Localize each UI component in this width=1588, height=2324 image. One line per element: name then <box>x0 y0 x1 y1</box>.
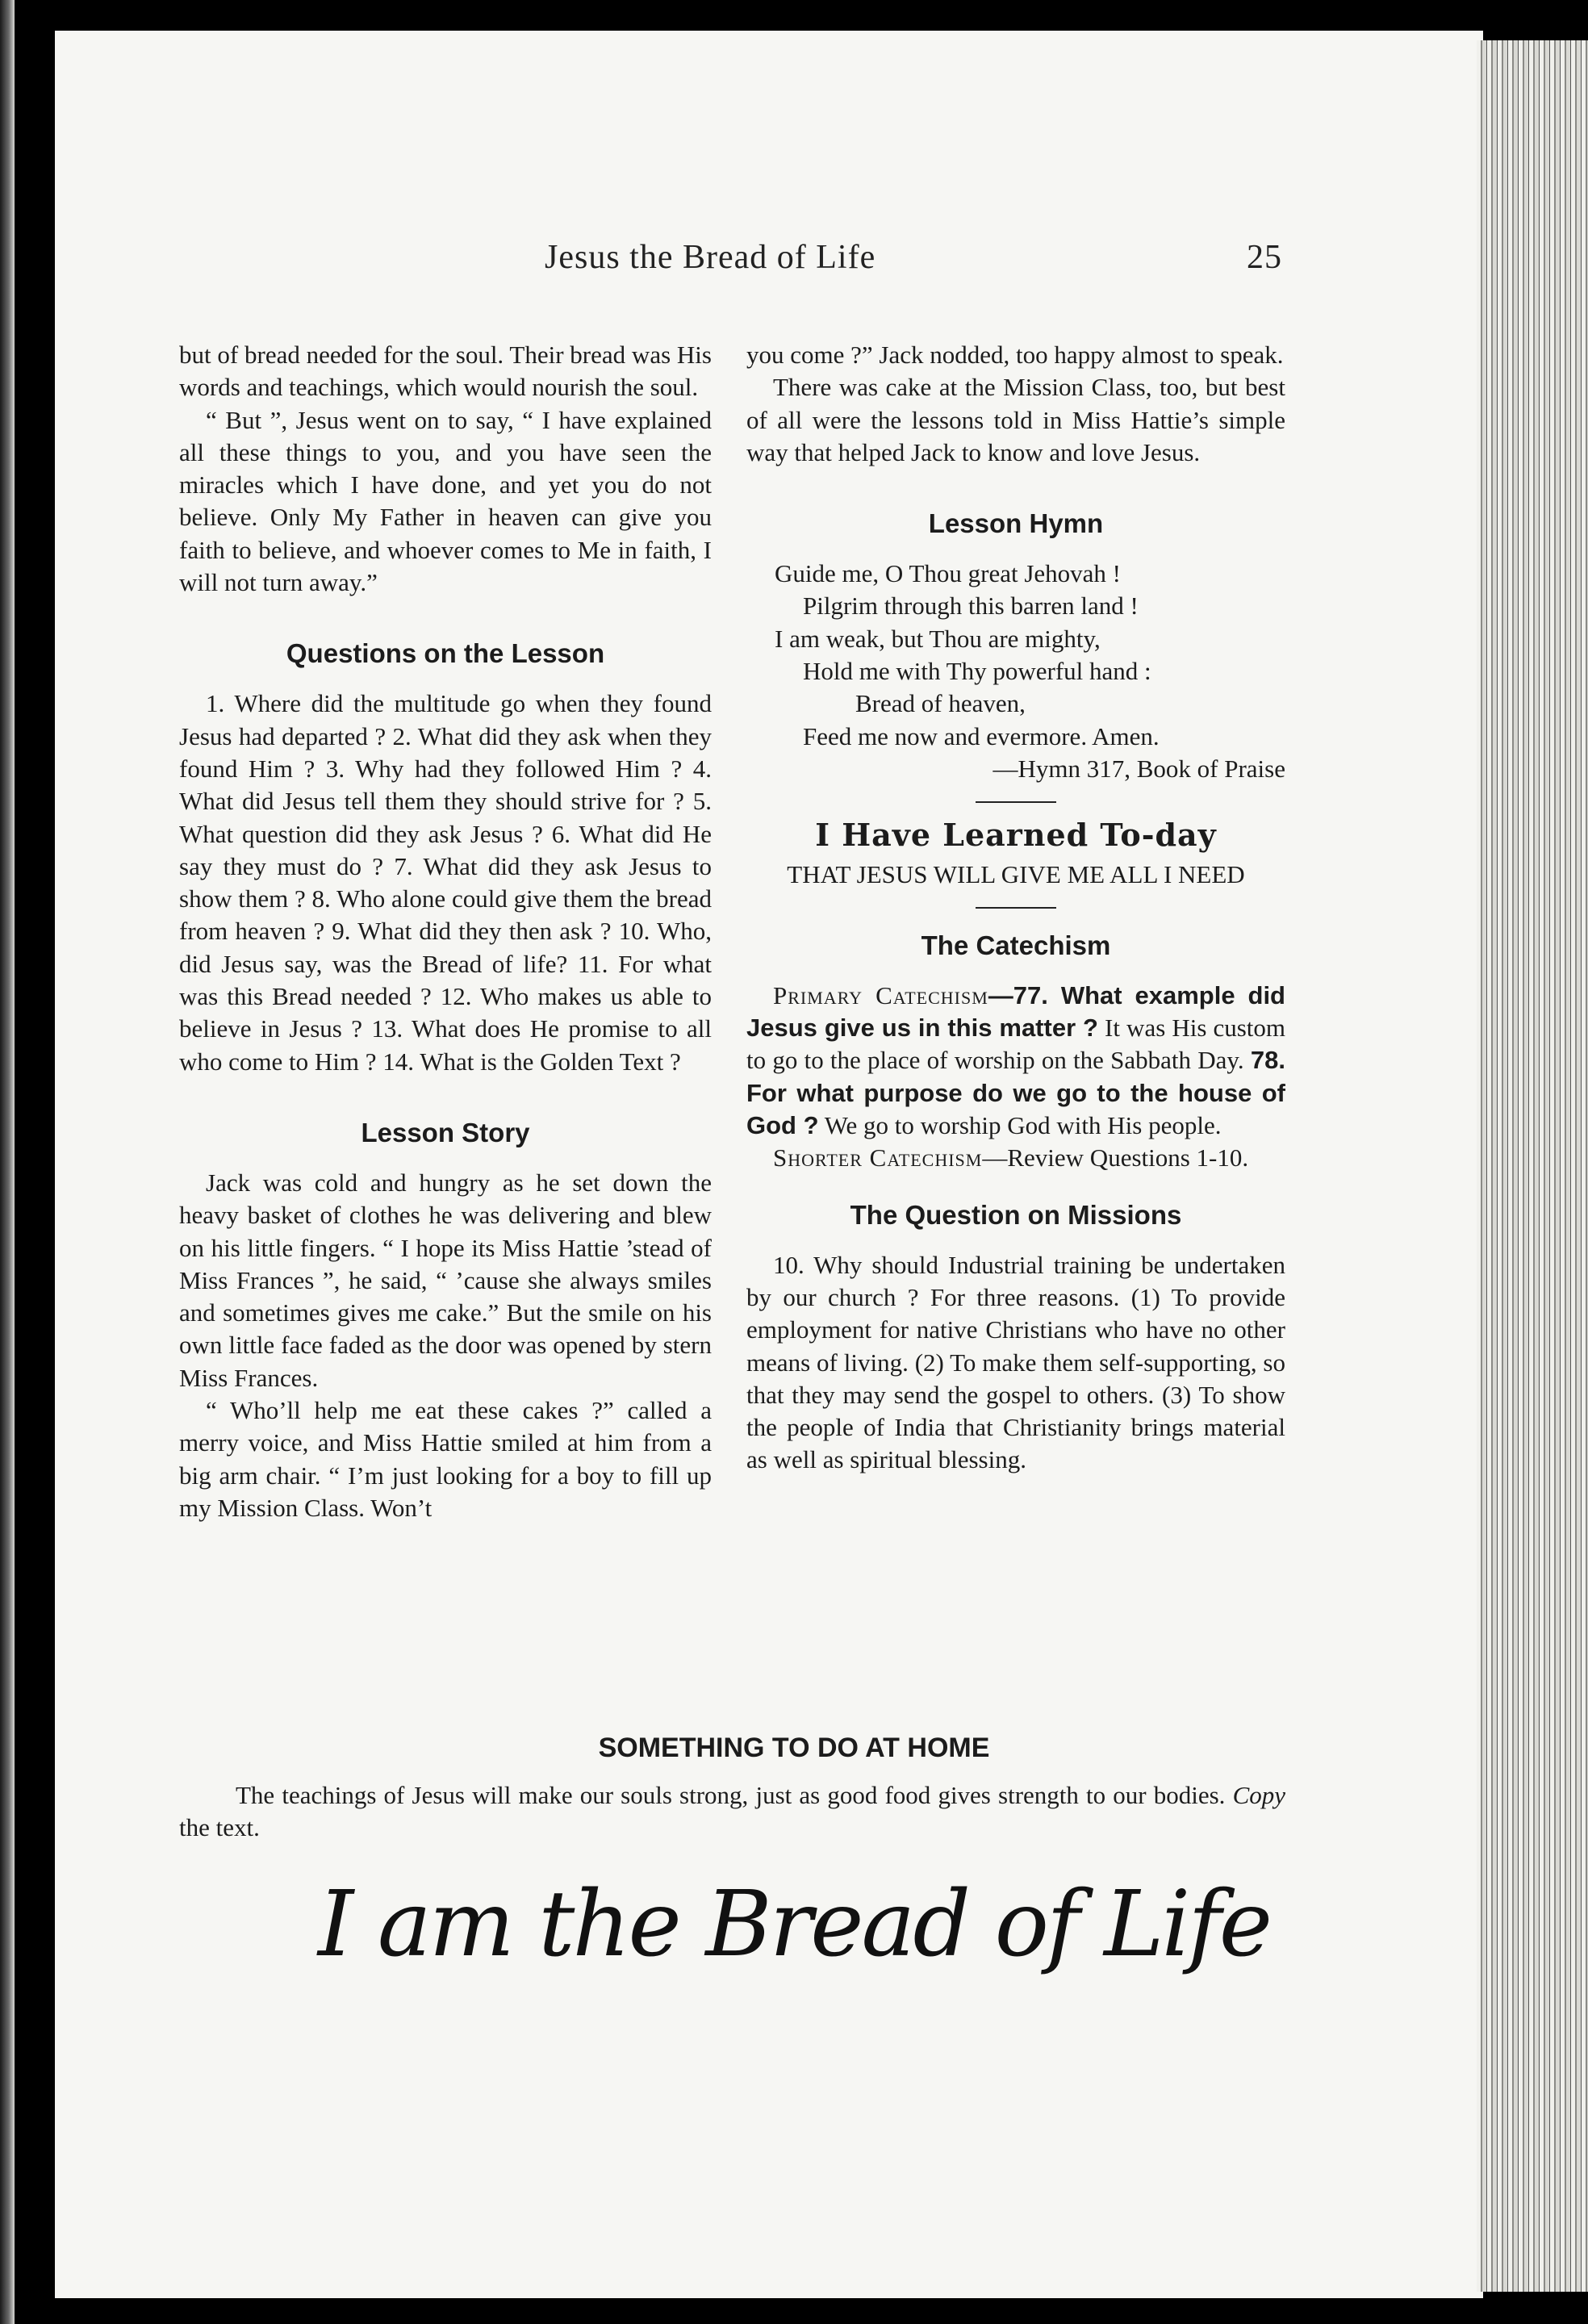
home-text-part: The teachings of Jesus will make our souls strong, just as good food gives strength to our bodies. <box>236 1781 1233 1809</box>
catechism-heading: The Catechism <box>921 930 1111 960</box>
story-paragraph: Jack was cold and hungry as he set down the heavy basket of clothes he was delivering and blew on his little fingers. “ I hope its Miss Hattie ’stead of Miss Frances ”, he said, “ ’cause she always smiles and sometimes gives me cake.” But the smile on his own little face faded as the door was opened by stern Miss Frances. <box>179 1168 712 1392</box>
left-column <box>179 339 712 1524</box>
catechism-question: —77. What example did Jesus give us in this matter ? <box>746 980 1285 1043</box>
hymn-line: Hold me with Thy powerful hand : <box>803 657 1151 686</box>
script-golden-text: I am the Bread of Life <box>317 1872 1271 1977</box>
story-heading: Lesson Story <box>361 1117 530 1147</box>
hymn-line: Bread of heaven, <box>855 689 1026 718</box>
intro-paragraph: “ But ”, Jesus went on to say, “ I have explained all these things to you, and you have seen the miracles which I have done, and yet you do not believe. Only My Father in heaven can give you faith to believe, and whoever comes to Me in faith, I will not turn away.” <box>179 405 712 597</box>
story-paragraph: “ Who’ll help me eat these cakes ?” called a merry voice, and Miss Hattie smiled at him from a big arm chair. “ I’m just looking for a boy to fill up my Mission Class. Won’t <box>179 1396 712 1522</box>
catechism-question: 78. For what purpose do we go to the house of God ? <box>746 1046 1285 1140</box>
learned-heading: I Have Learned To-day <box>815 817 1217 854</box>
learned-text: THAT JESUS WILL GIVE ME ALL I NEED <box>787 859 1245 888</box>
hymn-line: I am weak, but Thou are mighty, <box>775 624 1101 653</box>
right-column <box>746 339 1285 1477</box>
questions-text: 1. Where did the multitude go when they found Jesus had departed ? 2. What did they ask when they found Him ? 3. Why had they followed Him ? 4. What did Jesus tell them they should strive for ? 5. What question did they ask Jesus ? 6. What did He say they must do ? 7. What did they ask Jesus to show them ? 8. Who alone could give them the bread from heaven ? 9. What did they then ask ? 10. Who, did Jesus say, was the Bread of life? 11. For what was this Bread needed ? 12. Who makes us able to believe in Jesus ? 13. What does He promise to all who come to Him ? 14. What is the Golden Text ? <box>179 689 712 1076</box>
missions-heading: The Question on Missions <box>850 1199 1182 1230</box>
divider <box>976 801 1056 803</box>
hymn-line: Pilgrim through this barren land ! <box>803 591 1139 621</box>
story-continued: There was cake at the Mission Class, too, but best of all were the lessons told in Miss Hattie’s simple way that helped Jack to know and love Jesus. <box>746 373 1285 466</box>
running-title: Jesus the Bread of Life <box>545 239 876 276</box>
primary-catechism <box>746 980 1285 1142</box>
hymn-line: Guide me, O Thou great Jehovah ! <box>775 559 1122 588</box>
catechism-answer: It was His custom to go to the place of worship on the Sabbath Day. <box>746 1014 1285 1075</box>
page-number: 25 <box>1247 239 1282 276</box>
home-text-copy: Copy <box>1232 1781 1285 1809</box>
hymn-line: Feed me now and evermore. Amen. <box>803 721 1160 750</box>
home-text-part: the text. <box>179 1813 260 1842</box>
hymn-verse <box>746 558 1285 785</box>
intro-paragraph: but of bread needed for the soul. Their bread was His words and teachings, which would nourish the soul. <box>179 341 712 402</box>
shorter-catechism-label: Shorter Catechism <box>773 1143 983 1172</box>
story-continued: you come ?” Jack nodded, too happy almost to speak. <box>746 341 1284 369</box>
hymn-source: —Hymn 317, Book of Praise <box>992 754 1285 783</box>
home-activity-text <box>179 1779 1285 1845</box>
home-activity-heading: SOMETHING TO DO AT HOME <box>598 1733 990 1763</box>
catechism-answer: We go to worship God with His people. <box>818 1111 1222 1140</box>
shorter-catechism-text: —Review Questions 1-10. <box>982 1143 1249 1172</box>
missions-text: 10. Why should Industrial training be undertaken by our church ? For three reasons. (1) To provide employment for native Christians who have no other means of living. (2) To make them self-supporting, so that they may send the gospel to others. (3) To show the people of India that Christianity brings material as well as spiritual blessing. <box>746 1250 1285 1474</box>
hymn-heading: Lesson Hymn <box>928 508 1104 539</box>
primary-catechism-label: Primary Catechism <box>773 980 988 1009</box>
shorter-catechism <box>746 1142 1285 1174</box>
questions-heading: Questions on the Lesson <box>286 638 605 669</box>
divider <box>976 907 1056 909</box>
